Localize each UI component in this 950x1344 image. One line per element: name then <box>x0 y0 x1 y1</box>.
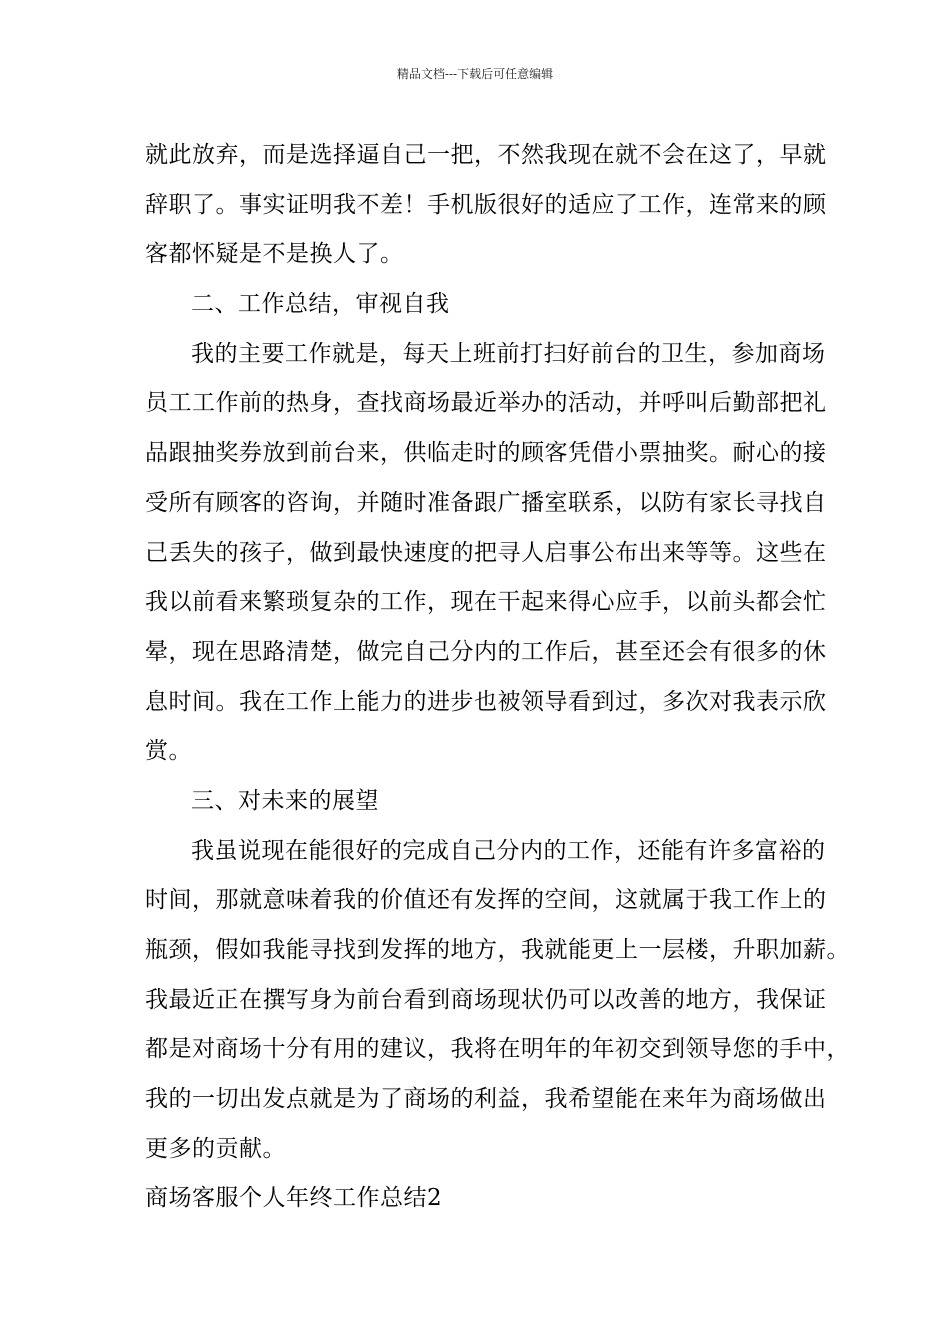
paragraph-line: 就此放弃，而是选择逼自己一把，不然我现在就不会在这了，早就 <box>145 142 827 168</box>
paragraph-line: 息时间。我在工作上能力的进步也被领导看到过，多次对我表示欣 <box>145 688 827 715</box>
paragraph-line: 都是对商场十分有用的建议，我将在明年的年初交到领导您的手中， <box>145 1036 850 1063</box>
paragraph-line: 辞职了。事实证明我不差！手机版很好的适应了工作，连常来的顾 <box>145 191 827 218</box>
paragraph-line: 赏。 <box>145 738 192 765</box>
section-heading: 二、工作总结，审视自我 <box>191 291 450 318</box>
page-header: 精品文档---下载后可任意编辑 <box>396 67 554 81</box>
document-body <box>145 131 850 1224</box>
paragraph-line: 更多的贡献。 <box>145 1135 286 1162</box>
paragraph-line: 我虽说现在能很好的完成自己分内的工作，还能有许多富裕的 <box>191 837 826 864</box>
paragraph-line: 我的一切出发点就是为了商场的利益，我希望能在来年为商场做出 <box>145 1086 827 1113</box>
paragraph-line: 我以前看来繁琐复杂的工作，现在干起来得心应手，以前头都会忙 <box>145 589 827 616</box>
paragraph-line: 品跟抽奖券放到前台来，供临走时的顾客凭借小票抽奖。耐心的接 <box>145 440 827 467</box>
paragraph-line: 时间，那就意味着我的价值还有发挥的空间，这就属于我工作上的 <box>145 887 827 914</box>
paragraph-line: 我最近正在撰写身为前台看到商场现状仍可以改善的地方，我保证 <box>145 986 827 1013</box>
document-title: 商场客服个人年终工作总结2 <box>145 1185 443 1212</box>
paragraph-line: 员工工作前的热身，查找商场最近举办的活动，并呼叫后勤部把礼 <box>145 390 827 417</box>
paragraph-line: 瓶颈，假如我能寻找到发挥的地方，我就能更上一层楼，升职加薪。 <box>145 937 850 963</box>
section-heading: 三、对未来的展望 <box>191 787 379 814</box>
paragraph-line: 晕，现在思路清楚，做完自己分内的工作后，甚至还会有很多的休 <box>145 638 827 665</box>
paragraph-line: 受所有顾客的咨询，并随时准备跟广播室联系，以防有家长寻找自 <box>145 489 827 516</box>
paragraph-line: 客都怀疑是不是换人了。 <box>145 241 404 268</box>
paragraph-line: 己丢失的孩子，做到最快速度的把寻人启事公布出来等等。这些在 <box>145 539 827 566</box>
paragraph-line: 我的主要工作就是，每天上班前打扫好前台的卫生，参加商场 <box>191 340 826 367</box>
